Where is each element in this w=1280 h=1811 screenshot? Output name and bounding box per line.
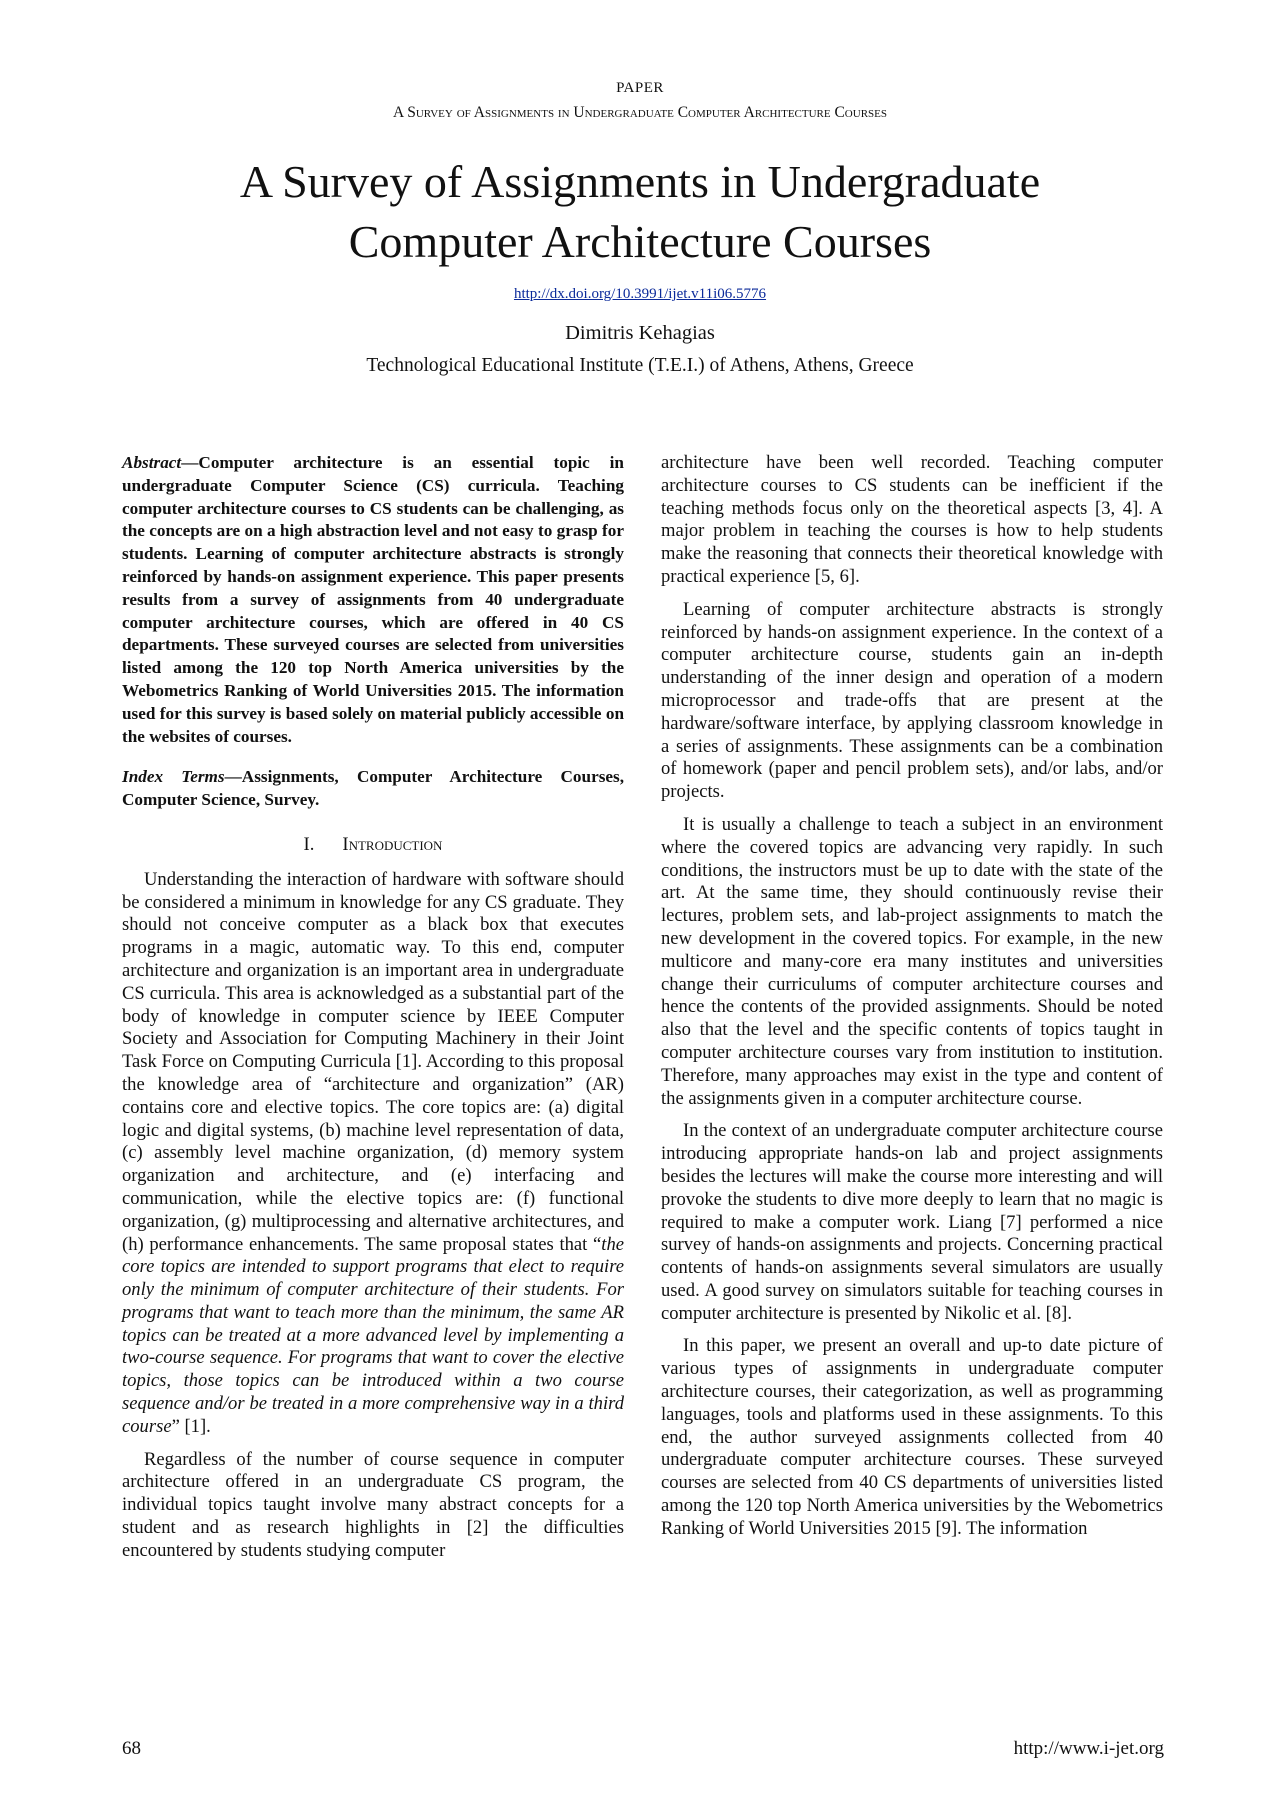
abstract — [122, 452, 624, 748]
index-terms-text: Assignments, Computer Architecture Courses, Computer Science, Survey. — [122, 767, 625, 810]
abstract-text: Computer architecture is an essential topic in undergraduate Computer Science (CS) curricula. Teaching computer architecture courses to CS students can be challenging, as the concepts are on a high abstraction level and not easy to grasp for students. Learning of computer architecture abstracts is strongly reinforced by hands-on assignment experience. This paper presents results from a survey of assignments from 40 undergraduate computer architecture courses, which are offered in 40 CS departments. These surveyed courses are selected from universities listed among the 120 top North America universities by the Webometrics Ranking of World Universities 2015. The information used for this survey is based solely on material publicly accessible on the websites of courses. — [122, 453, 624, 746]
index-terms-dash: — — [224, 767, 242, 787]
intro-paragraph-5: In the context of an undergraduate computer architecture course introducing appropriate hands-on lab and project assignments besides the lectures will make the course more interesting and will provoke the students to dive more deeply to learn that no magic is required to make a computer work. Liang [7] performed a nice survey of hands-on assignments and projects. Concerning practical contents of hands-on assignments several simulators are usually used. A good survey on simulators suitable for teaching courses in computer architecture is presented by Nikolic et al. [8]. — [661, 1120, 1163, 1324]
left-column — [122, 452, 624, 1573]
section-heading — [122, 834, 624, 857]
intro-paragraph-1-end: ” [1]. — [171, 1415, 211, 1437]
paper-title-line-2: Computer Architecture Courses — [348, 216, 932, 267]
page-number: 68 — [122, 1738, 141, 1759]
intro-paragraph-6: In this paper, we present an overall and up-to date picture of various types of assignments in undergraduate computer architecture courses, their categorization, as well as programming languages, tools and platforms used in these assignments. To this end, the author surveyed assignments collected from 40 undergraduate computer architecture courses. These surveyed courses are selected from 40 CS departments of universities listed among the 120 top North America universities by the Webometrics Ranking of World Universities 2015 [9]. The information — [661, 1335, 1163, 1539]
abstract-label: Abstract — [122, 453, 182, 472]
intro-paragraph-3: Learning of computer architecture abstracts is strongly reinforced by hands-on assignment experience. In the context of a computer architecture course, students gain an in-depth understanding of the inner design and operation of a modern microprocessor and trade-offs that are present at the hardware/software interface, by applying classroom knowledge in a series of assignments. These assignments can be a combination of homework (paper and pencil problem sets), and/or labs, and/or projects. — [661, 598, 1163, 803]
paper-title — [0, 152, 1280, 272]
section-title: Introduction — [342, 833, 443, 855]
index-terms-label: Index Terms — [122, 767, 225, 787]
intro-paragraph-4: It is usually a challenge to teach a subject in an environment where the covered topics are advancing very rapidly. In such conditions, the instructors must be up to date with the state of the art. At the same time, they should continuously revise their lectures, problem sets, and lab-project assignments to match the new development in the covered topics. For example, in the new multicore and many-core era many institutes and universities change their curriculums of computer architecture courses and hence the contents of the provided assignments. Should be noted also that the level and the specific contents of topics taught in computer architecture courses vary from institution to institution. Therefore, many approaches may exist in the type and content of the assignments given in a computer architecture course. — [661, 813, 1163, 1109]
section-number: I. — [303, 833, 315, 855]
right-column — [661, 452, 1163, 1551]
doi-link[interactable]: http://dx.doi.org/10.3991/ijet.v11i06.5776 — [513, 286, 767, 302]
author-name: Dimitris Kehagias — [565, 322, 715, 344]
author-affiliation: Technological Educational Institute (T.E.I.) of Athens, Athens, Greece — [366, 355, 914, 376]
intro-paragraph-2-continued: architecture have been well recorded. Teaching computer architecture courses to CS students can be inefficient if the teaching methods focus only on the theoretical aspects [3, 4]. A major problem in teaching the courses is how to help students make the reasoning that connects their theoretical knowledge with practical experience [5, 6]. — [661, 452, 1163, 587]
header-label: PAPER — [616, 80, 664, 96]
intro-paragraph-2: Regardless of the number of course sequence in computer architecture offered in an undergraduate CS program, the individual topics taught involve many abstract concepts for a student and as research highlights in [2] the difficulties encountered by students studying computer — [122, 1448, 624, 1561]
doi-link-wrapper — [0, 286, 1280, 303]
index-terms — [122, 766, 624, 812]
running-title: A Survey of Assignments in Undergraduate Computer Architecture Courses — [393, 104, 887, 121]
paper-title-line-1: A Survey of Assignments in Undergraduate — [239, 156, 1041, 207]
abstract-dash: — — [181, 453, 199, 472]
curricula-quote: the core topics are intended to support programs that elect to require only the minimum of computer architecture of their students. For programs that want to teach more than the minimum, the same AR topics can be treated at a more advanced level by implementing a two-course sequence. For programs that want to cover the elective topics, those topics can be introduced within a two course sequence and/or be treated in a more comprehensive way in a third course — [122, 1233, 624, 1437]
intro-paragraph-1-text: Understanding the interaction of hardware with software should be considered a minimum in knowledge for any CS graduate. They should not conceive computer as a black box that executes programs in a magic, automatic way. To this end, computer architecture and organization is an important area in undergraduate CS curricula. This area is acknowledged as a substantial part of the body of knowledge in computer science by IEEE Computer Society and Association for Computing Machinery in their Joint Task Force on Computing Curricula [1]. According to this proposal the knowledge area of “architecture and organization” (AR) contains core and elective topics. The core topics are: (a) digital logic and digital systems, (b) machine level representation of data, (c) assembly level machine organization, (d) memory system organization and architecture, and (e) interfacing and communication, while the elective topics are: (f) functional organization, (g) multiprocessing and alternative architectures, and (h) performance enhancements. The same proposal states that “ — [122, 868, 624, 1255]
intro-paragraph-1 — [122, 869, 624, 1439]
footer-url[interactable]: http://www.i-jet.org — [1013, 1738, 1164, 1759]
